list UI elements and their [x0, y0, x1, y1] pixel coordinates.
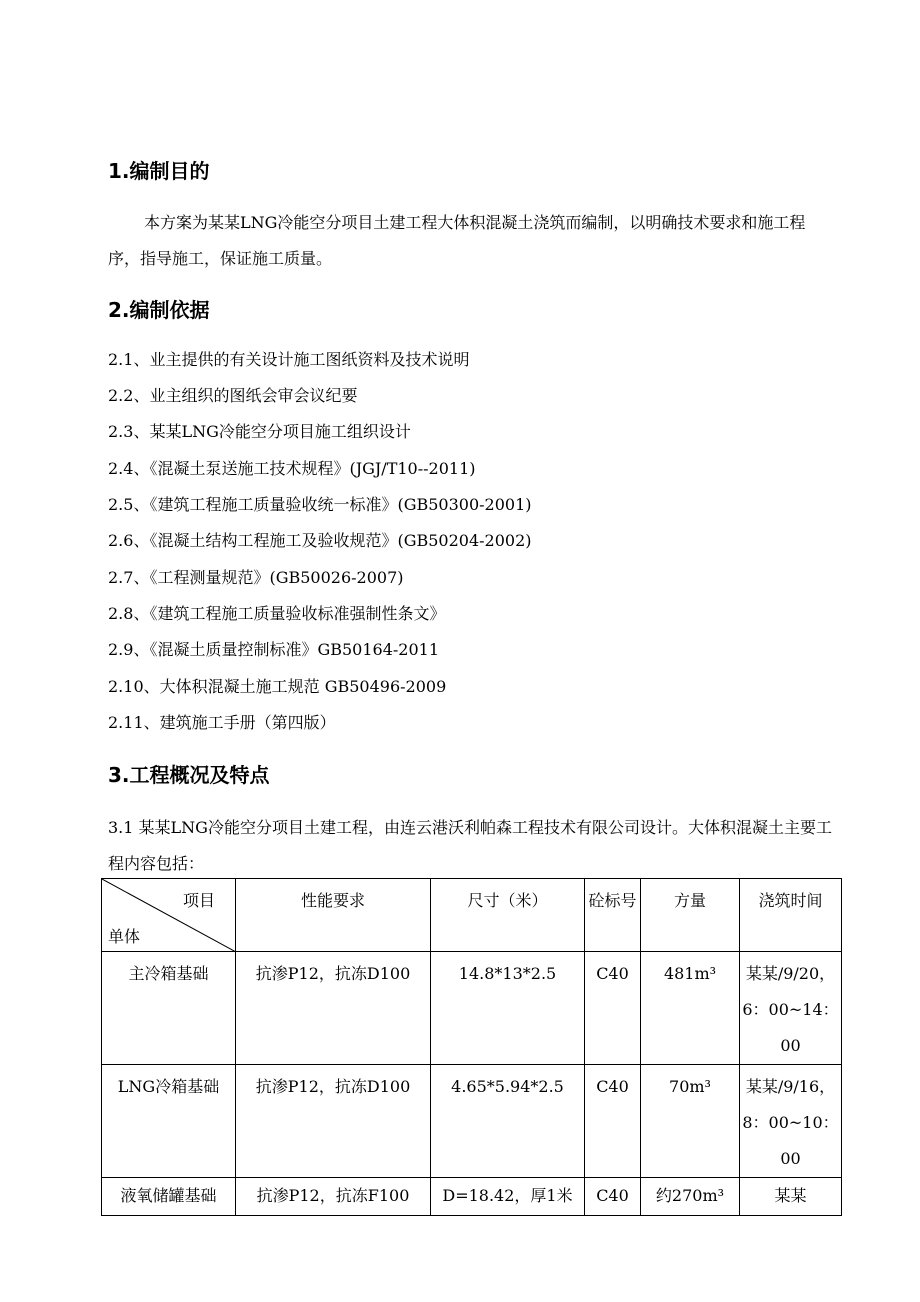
reference-item: 2.6、《混凝土结构工程施工及验收规范》(GB50204-2002)	[108, 531, 532, 550]
volume-cell: 481m³	[641, 952, 740, 1065]
section3-title: 3.工程概况及特点	[108, 763, 270, 787]
table-header-row	[102, 879, 842, 952]
pour-time-cell: 某某/9/20，6：00~14：00	[740, 952, 842, 1065]
pour-time-cell: 某某/9/16，8：00~10：00	[740, 1065, 842, 1178]
header-cell: 方量	[641, 879, 740, 952]
size-cell: 4.65*5.94*2.5	[431, 1065, 585, 1178]
reference-item: 2.3、某某LNG冷能空分项目施工组织设计	[108, 422, 411, 441]
header-cell: 浇筑时间	[740, 879, 842, 952]
table-row	[102, 1065, 842, 1178]
size-cell: D=18.42，厚1米	[431, 1178, 585, 1216]
reference-item: 2.11、建筑施工手册（第四版）	[108, 713, 336, 732]
reference-item: 2.1、业主提供的有关设计施工图纸资料及技术说明	[108, 350, 470, 369]
section3-intro: 3.1 某某LNG冷能空分项目土建工程，由连云港沃利帕森工程技术有限公司设计。大体积混凝土主要工程内容包括：	[108, 818, 832, 873]
performance-cell: 抗渗P12，抗冻F100	[236, 1178, 431, 1216]
section2-title: 2.编制依据	[108, 298, 210, 322]
performance-cell: 抗渗P12，抗冻D100	[236, 952, 431, 1065]
performance-cell: 抗渗P12，抗冻D100	[236, 1065, 431, 1178]
grade-cell: C40	[585, 1178, 641, 1216]
reference-item: 2.8、《建筑工程施工质量验收标准强制性条文》	[108, 604, 446, 623]
header-cell: 尺寸（米）	[431, 879, 585, 952]
section1-body-text: 本方案为某某LNG冷能空分项目土建工程大体积混凝土浇筑而编制，以明确技术要求和施工程序，指导施工，保证施工质量。	[108, 213, 806, 268]
section1-body	[108, 205, 836, 277]
grade-cell: C40	[585, 952, 641, 1065]
section1-title: 1.编制目的	[108, 159, 210, 183]
diagonal-header-cell	[102, 879, 236, 952]
grade-cell: C40	[585, 1065, 641, 1178]
concrete-works-table	[101, 878, 842, 1216]
reference-item: 2.7、《工程测量规范》(GB50026-2007)	[108, 568, 404, 587]
pour-time-cell: 某某	[740, 1178, 842, 1216]
header-cell: 性能要求	[236, 879, 431, 952]
header-unit-label: 单体	[108, 927, 141, 946]
volume-cell: 70m³	[641, 1065, 740, 1178]
header-item-label: 项目	[182, 891, 215, 910]
volume-cell: 约270m³	[641, 1178, 740, 1216]
reference-item: 2.5、《建筑工程施工质量验收统一标准》(GB50300-2001)	[108, 495, 532, 514]
table-row	[102, 1178, 842, 1216]
unit-cell: 主冷箱基础	[102, 952, 236, 1065]
unit-cell: 液氧储罐基础	[102, 1178, 236, 1216]
reference-item: 2.4、《混凝土泵送施工技术规程》(JGJ/T10--2011)	[108, 459, 476, 478]
unit-cell: LNG冷箱基础	[102, 1065, 236, 1178]
size-cell: 14.8*13*2.5	[431, 952, 585, 1065]
reference-item: 2.9、《混凝土质量控制标准》GB50164-2011	[108, 640, 440, 659]
header-cell: 砼标号	[585, 879, 641, 952]
table-row	[102, 952, 842, 1065]
reference-item: 2.10、大体积混凝土施工规范 GB50496-2009	[108, 677, 447, 696]
reference-item: 2.2、业主组织的图纸会审会议纪要	[108, 386, 358, 405]
